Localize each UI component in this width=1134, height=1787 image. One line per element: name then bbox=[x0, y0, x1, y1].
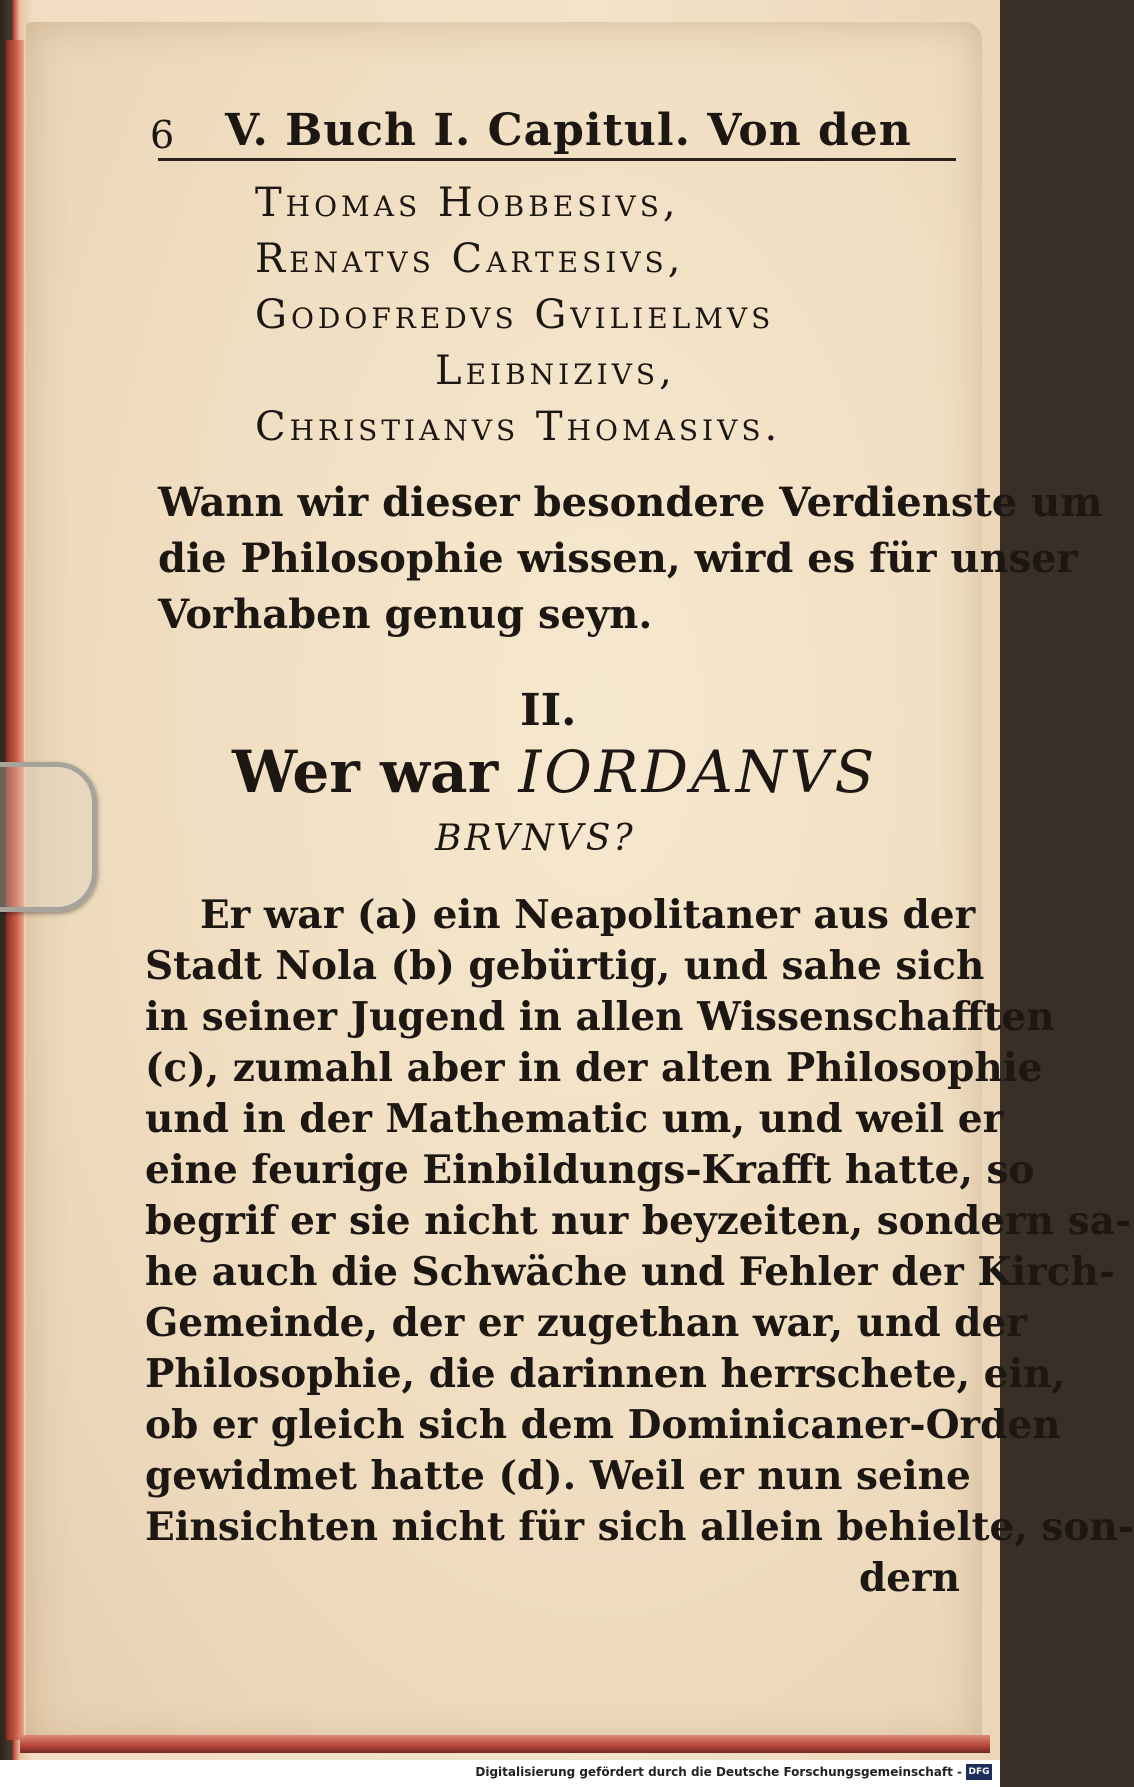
name-line: Godofredvs Gvilielmvs bbox=[255, 292, 775, 338]
text-line: Wann wir dieser besondere Verdienste um bbox=[158, 479, 1103, 526]
text-line: Vorhaben genug seyn. bbox=[158, 591, 653, 638]
name-line: Christianvs Thomasivs. bbox=[255, 404, 782, 450]
page-number: 6 bbox=[150, 113, 175, 157]
section-title-sub: BRVNVS? bbox=[435, 818, 636, 859]
section-title-name: IORDANVS bbox=[518, 738, 878, 806]
digitization-footer bbox=[0, 1760, 1000, 1787]
name-line: Renatvs Cartesivs, bbox=[255, 236, 685, 282]
dfg-logo: DFG bbox=[966, 1764, 992, 1780]
paragraph-intro bbox=[158, 475, 1103, 643]
text-line: gewidmet hatte (d). Weil er nun seine bbox=[145, 1453, 971, 1499]
text-line: begrif er sie nicht nur beyzeiten, sondern sa- bbox=[145, 1198, 1132, 1244]
section-title bbox=[232, 738, 877, 806]
name-line: Leibnizivs, bbox=[435, 348, 676, 394]
philosopher-names bbox=[255, 175, 955, 455]
text-line: (c), zumahl aber in der alten Philosophie bbox=[145, 1045, 1043, 1091]
catchword: dern bbox=[859, 1555, 960, 1601]
paragraph-body bbox=[145, 890, 1134, 1604]
text-line: und in der Mathematic um, und weil er bbox=[145, 1096, 1004, 1142]
name-line: Thomas Hobbesivs, bbox=[255, 180, 680, 226]
text-line: he auch die Schwäche und Fehler der Kirch- bbox=[145, 1249, 1115, 1295]
text-line: Philosophie, die darinnen herrschete, ein, bbox=[145, 1351, 1066, 1397]
text-line: ob er gleich sich dem Dominicaner-Orden bbox=[145, 1402, 1061, 1448]
text-line: eine feurige Einbildungs-Krafft hatte, so bbox=[145, 1147, 1035, 1193]
text-line: Einsichten nicht für sich allein behielte, son- bbox=[145, 1504, 1134, 1550]
text-line: die Philosophie wissen, wird es für unser bbox=[158, 535, 1078, 582]
page-clip bbox=[0, 762, 97, 912]
text-line: Stadt Nola (b) gebürtig, und sahe sich bbox=[145, 943, 985, 989]
section-number: II. bbox=[520, 685, 577, 736]
book-edge-bottom bbox=[20, 1735, 990, 1753]
funding-credit: Digitalisierung gefördert durch die Deutsche Forschungsgemeinschaft - bbox=[475, 1765, 962, 1779]
text-line: in seiner Jugend in allen Wissenschafften bbox=[145, 994, 1055, 1040]
running-header bbox=[150, 105, 955, 161]
section-title-prefix: Wer war bbox=[232, 738, 499, 806]
running-head-title: V. Buch I. Capitul. Von den bbox=[225, 105, 912, 156]
header-rule bbox=[158, 158, 956, 161]
text-line: Er war (a) ein Neapolitaner aus der bbox=[200, 892, 976, 938]
text-line: Gemeinde, der er zugethan war, und der bbox=[145, 1300, 1027, 1346]
